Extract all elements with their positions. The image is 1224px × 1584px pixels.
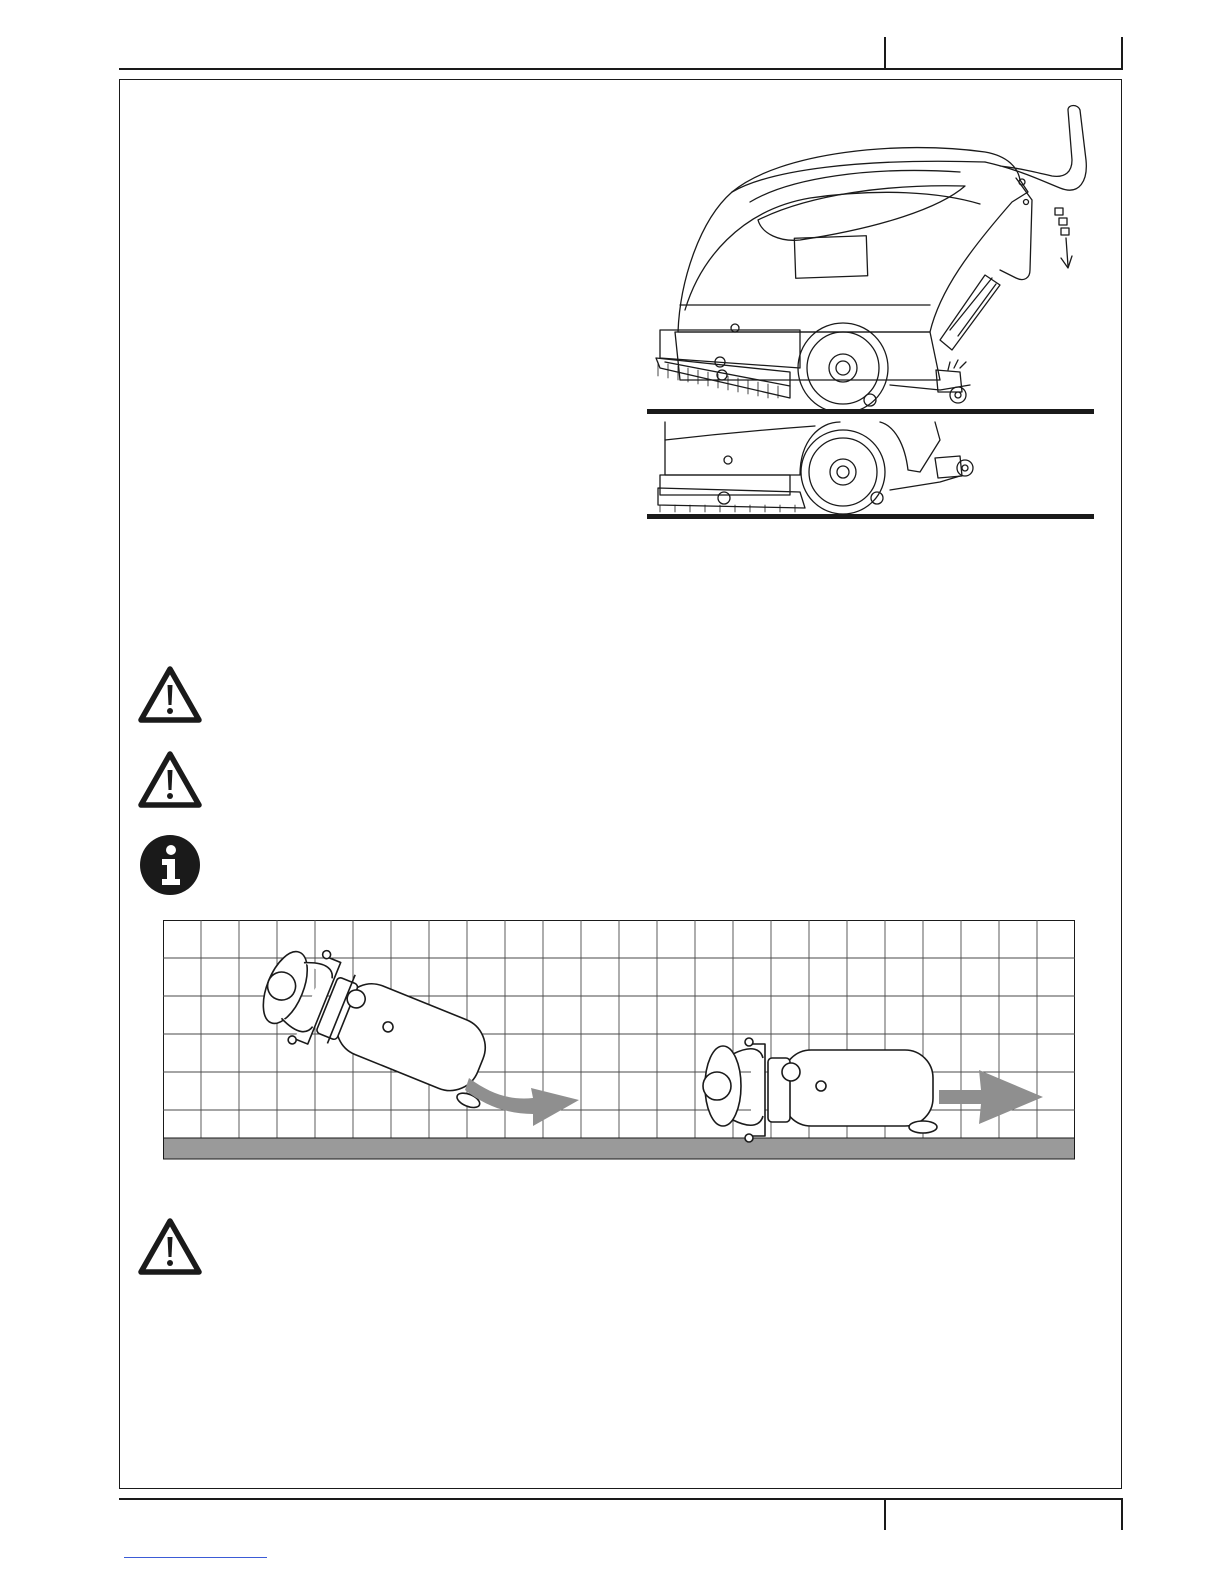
header-divider-right (1121, 37, 1123, 69)
warning-triangle-icon (137, 750, 203, 810)
warning-triangle-icon (137, 665, 203, 725)
footer-divider-left (884, 1498, 886, 1530)
footer-link-underline[interactable] (124, 1557, 267, 1558)
scrubber-path-along-wall-icon (163, 920, 1076, 1161)
warning-triangle-icon (137, 1217, 203, 1277)
header-divider-left (884, 37, 886, 69)
footer-rule (119, 1498, 1123, 1500)
footer-divider-right (1121, 1498, 1123, 1530)
floor-scrubber-side-view-icon (640, 100, 1100, 525)
info-circle-icon (138, 833, 202, 897)
header-rule (119, 68, 1123, 70)
